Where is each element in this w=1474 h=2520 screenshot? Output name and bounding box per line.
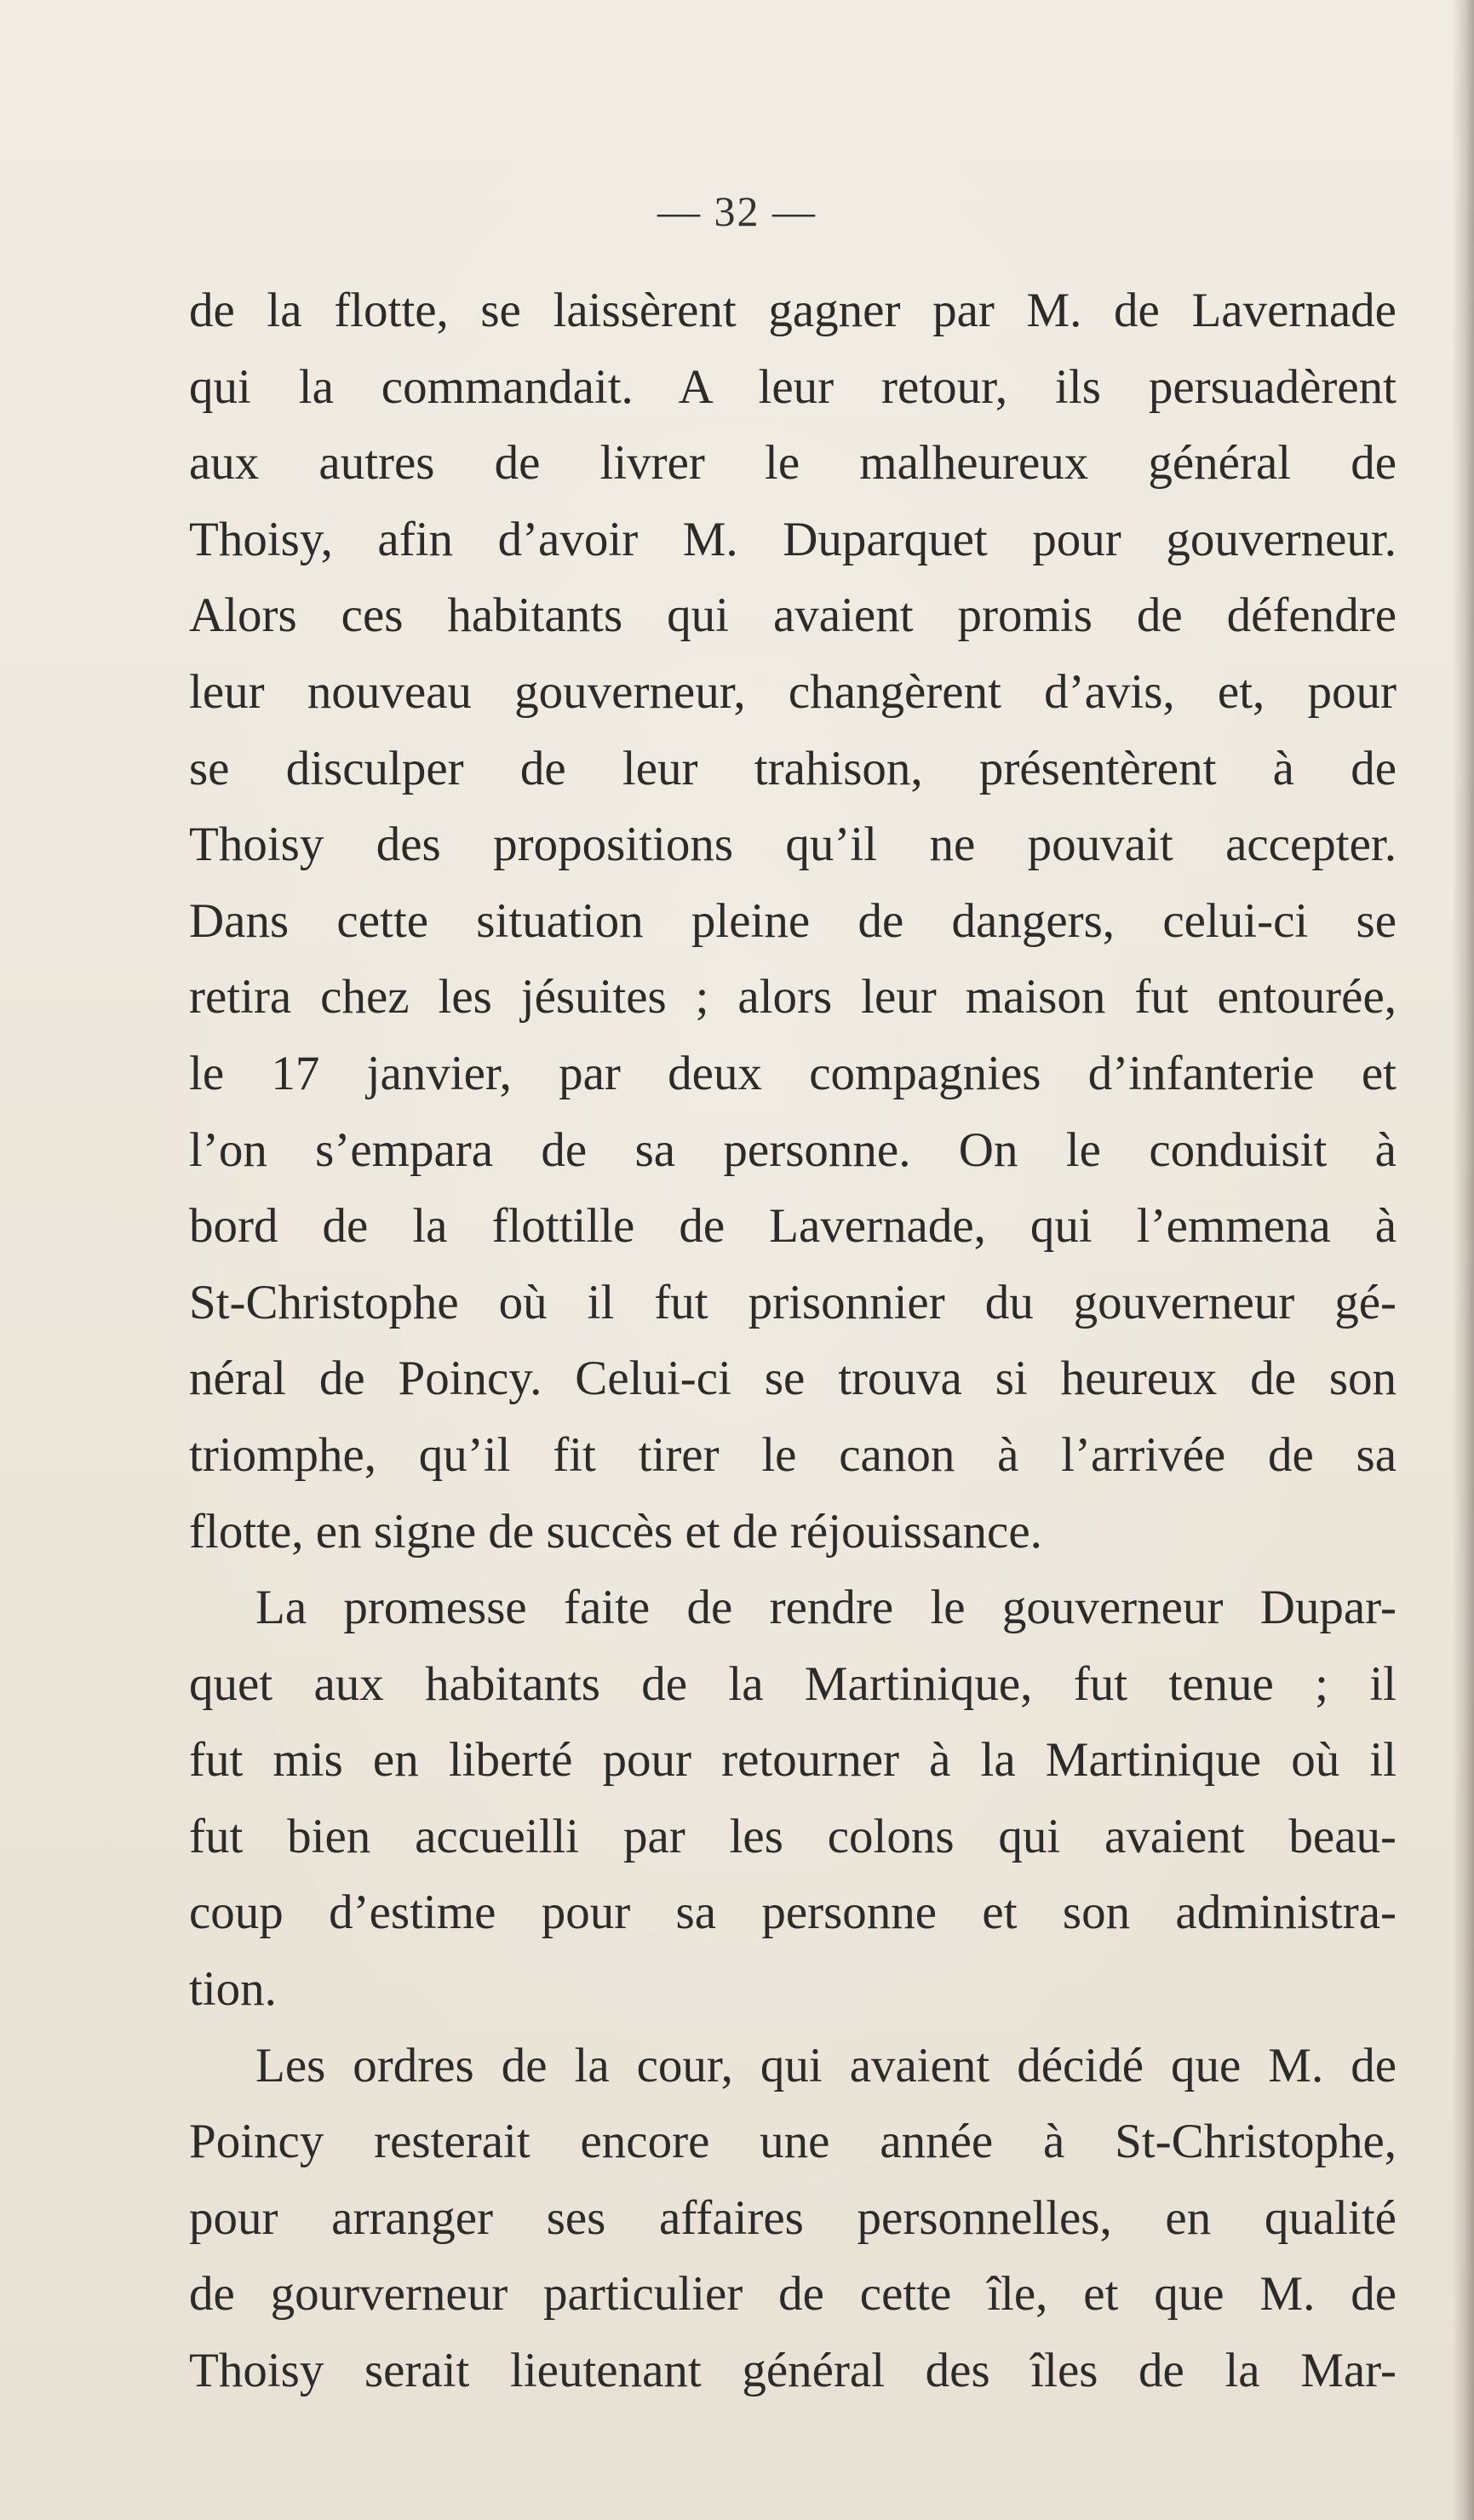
text-line: néral de Poincy. Celui-ci se trouva si heureux de son — [189, 1352, 1397, 1406]
text-line: de la flotte, se laissèrent gagner par M. de Lavernade — [189, 284, 1397, 337]
text-line: Dans cette situation pleine de dangers, celui-ci se — [189, 893, 1397, 948]
text-line: fut mis en liberté pour retourner à la Martinique où il — [189, 1733, 1397, 1788]
page-edge-shadow — [1452, 0, 1474, 2520]
text-line: fut bien accueilli par les colons qui avaient beau- — [189, 1809, 1397, 1863]
text-line: flotte, en signe de succès et de réjouissance. — [189, 1504, 1042, 1558]
text-line: bord de la flottille de Lavernade, qui l’emmena à — [189, 1199, 1397, 1254]
text-line: La promesse faite de rendre le gouverneur Dupar- — [255, 1581, 1397, 1635]
text-line: Thoisy serait lieutenant général des îles de la Mar- — [189, 2344, 1397, 2398]
text-line: Alors ces habitants qui avaient promis de défendre — [189, 588, 1397, 643]
body-text — [189, 273, 1397, 2409]
text-line: Poincy resterait encore une année à St-Christophe, — [189, 2115, 1397, 2169]
text-line: de gourverneur particulier de cette île, et que M. de — [189, 2267, 1397, 2322]
text-line: se disculper de leur trahison, présentèrent à de — [189, 741, 1397, 795]
text-line: pour arranger ses affaires personnelles, en qualité — [189, 2190, 1397, 2245]
text-line: l’on s’empara de sa personne. On le conduisit à — [189, 1122, 1397, 1177]
text-line: Les ordres de la cour, qui avaient décidé que M. de — [255, 2038, 1397, 2092]
text-line: retira chez les jésuites ; alors leur maison fut entourée, — [189, 970, 1397, 1025]
text-line: Thoisy des propositions qu’il ne pouvait accepter. — [189, 818, 1397, 872]
text-line: coup d’estime pour sa personne et son administra- — [189, 1886, 1397, 1940]
text-line: St-Christophe où il fut prisonnier du gouverneur gé- — [189, 1275, 1397, 1329]
text-line: aux autres de livrer le malheureux général de — [189, 436, 1397, 491]
text-line: qui la commandait. A leur retour, ils persuadèrent — [189, 359, 1397, 414]
text-line: leur nouveau gouverneur, changèrent d’avis, et, pour — [189, 664, 1397, 719]
text-line: quet aux habitants de la Martinique, fut tenue ; il — [189, 1656, 1397, 1711]
text-line: triomphe, qu’il fit tirer le canon à l’arrivée de sa — [189, 1427, 1397, 1482]
text-line: tion. — [189, 1962, 277, 2017]
page-number: — 32 — — [657, 187, 817, 235]
text-line: le 17 janvier, par deux compagnies d’infanterie et — [189, 1046, 1397, 1100]
text-line: Thoisy, afin d’avoir M. Duparquet pour gouverneur. — [189, 512, 1397, 566]
